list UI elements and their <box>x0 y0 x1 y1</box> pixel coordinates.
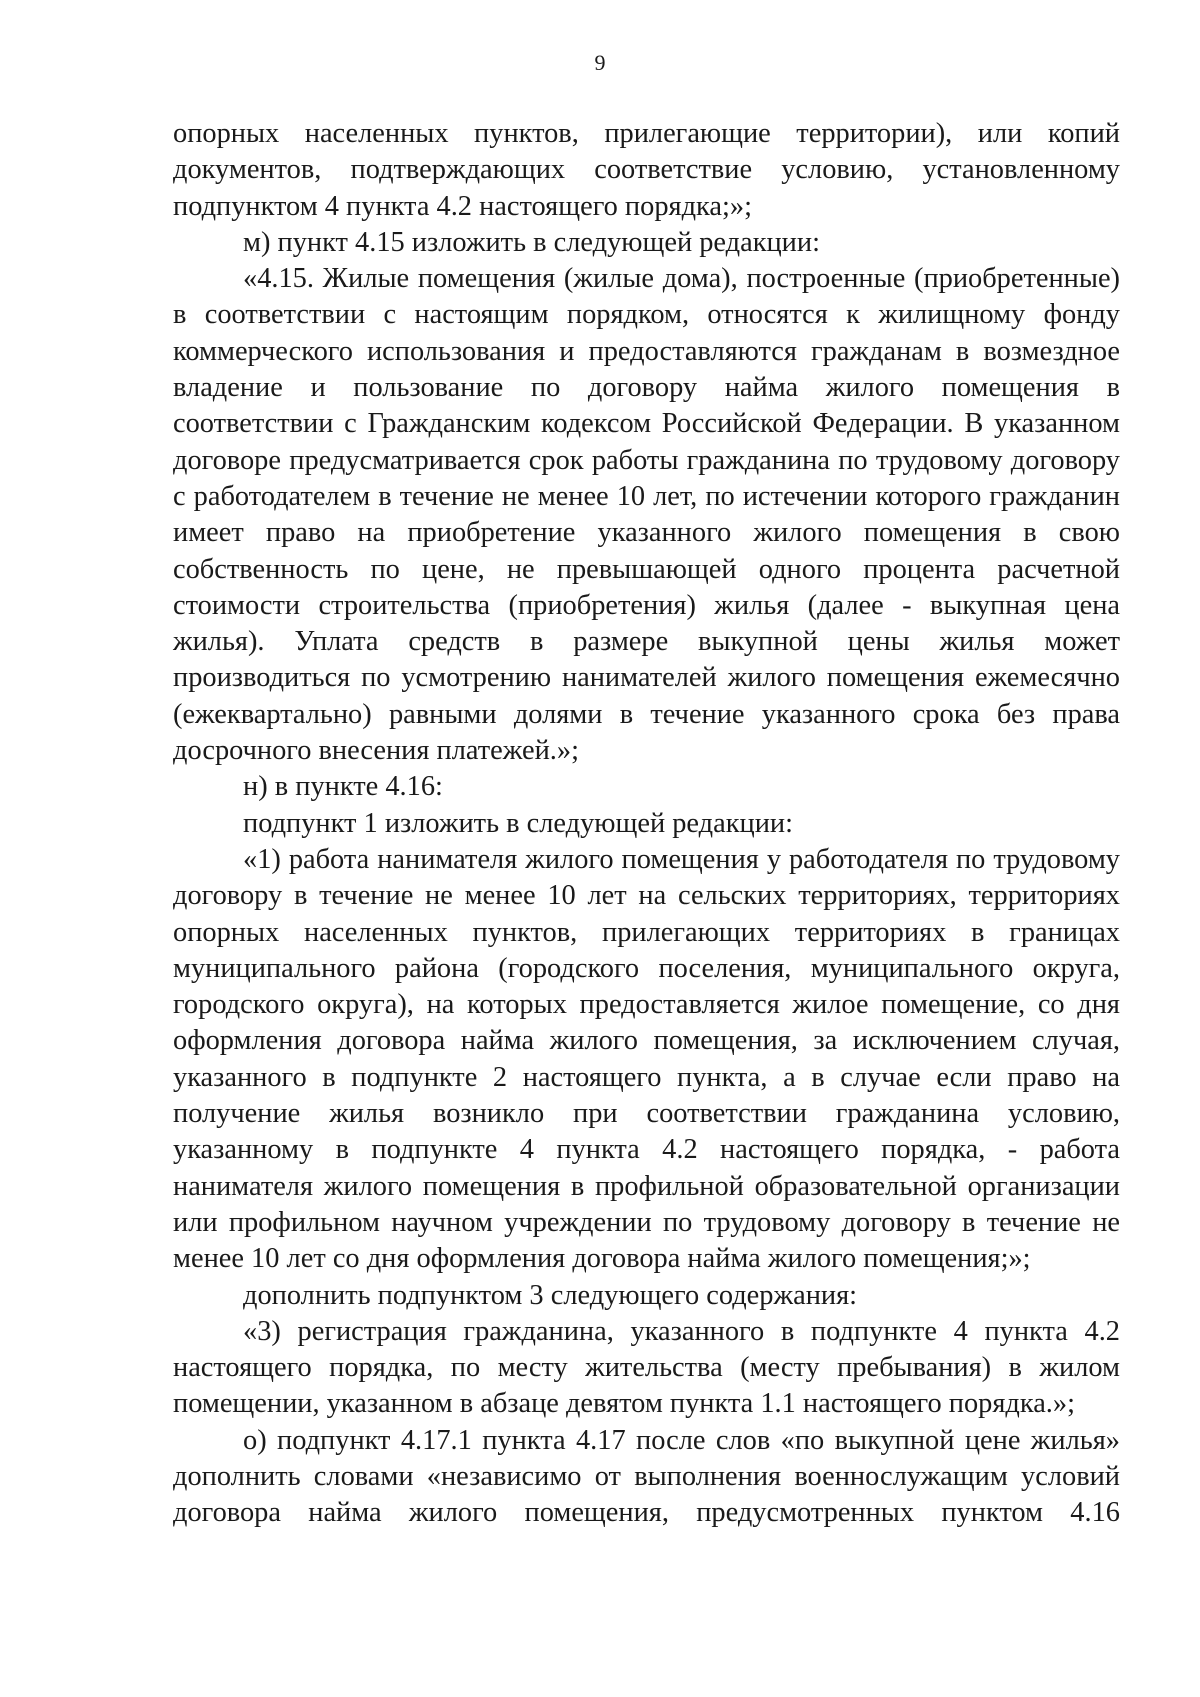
paragraph-quote-4-15: «4.15. Жилые помещения (жилые дома), построенные (приобретенные) в соответствии с настоящим порядком, относятся к жилищному фонду коммерческого использования и предоставляются гражданам в возмездное владение и пользование по договору найма жилого помещения в соответствии с Гражданским кодексом Российской Федерации. В указанном договоре предусматривается срок работы гражданина по трудовому договору с работодателем в течение не менее 10 лет, по истечении которого гражданин имеет право на приобретение указанного жилого помещения в свою собственность по цене, не превышающей одного процента расчетной стоимости строительства (приобретения) жилья (далее - выкупная цена жилья). Уплата средств в размере выкупной цены жилья может производиться по усмотрению нанимателей жилого помещения ежемесячно (ежеквартально) равными долями в течение указанного срока без права досрочного внесения платежей.»; <box>173 263 1120 767</box>
paragraph-quote-subitem-1: «1) работа нанимателя жилого помещения у работодателя по трудовому договору в течение не менее 10 лет на сельских территориях, территориях опорных населенных пунктов, прилегающих территориях в границах муниципального района (городского поселения, муниципального округа, городского округа), на которых предоставляется жилое помещение, со дня оформления договора найма жилого помещения, за исключением случая, указанного в подпункте 2 настоящего пункта, а в случае если право на получение жилья возникло при соответствии гражданина условию, указанному в подпункте 4 пункта 4.2 настоящего порядка, - работа нанимателя жилого помещения в профильной образовательной организации или профильном научном учреждении по трудовому договору в течение не менее 10 лет со дня оформления договора найма жилого помещения;»; <box>173 843 1120 1275</box>
paragraph-subitem-1-intro: подпункт 1 изложить в следующей редакции: <box>243 807 793 839</box>
paragraph-item-o: о) подпункт 4.17.1 пункта 4.17 после слов «по выкупной цене жилья» дополнить словами «независимо от выполнения военнослужащим условий договора найма жилого помещения, предусмотренных пунктом 4.16 <box>173 1424 1120 1529</box>
paragraph-continuation: опорных населенных пунктов, прилегающие территории), или копий документов, подтверждающих соответствие условию, установленному подпунктом 4 пункта 4.2 настоящего порядка;»; <box>173 118 1120 222</box>
paragraph-item-n: н) в пункте 4.16: <box>243 771 443 803</box>
paragraph-quote-subitem-3: «3) регистрация гражданина, указанного в подпункте 4 пункта 4.2 настоящего порядка, по месту жительства (месту пребывания) в жилом помещении, указанном в абзаце девятом пункта 1.1 настоящего порядка.»; <box>173 1315 1120 1420</box>
paragraph-item-m: м) пункт 4.15 изложить в следующей редакции: <box>243 226 820 258</box>
page-number: 9 <box>594 50 606 75</box>
paragraph-subitem-3-intro: дополнить подпунктом 3 следующего содержания: <box>243 1279 858 1311</box>
document-body <box>173 116 1120 1532</box>
